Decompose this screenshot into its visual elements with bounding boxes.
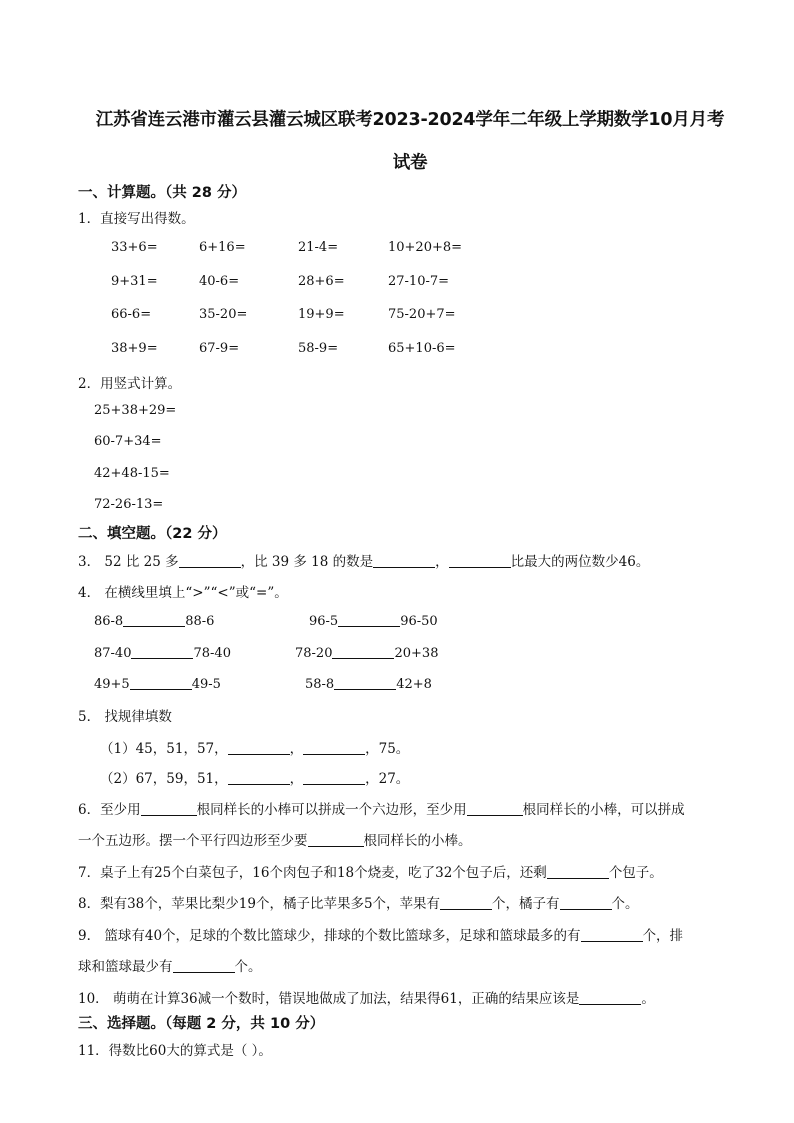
- q5-text: ，27。: [365, 771, 410, 787]
- q5-text: （2）67，59，51，: [100, 771, 228, 787]
- question-10: [78, 987, 655, 1007]
- answer-blank[interactable]: [547, 864, 609, 879]
- q2-item: 60-7+34=: [94, 434, 162, 449]
- q1-item: 10+20+8=: [388, 240, 463, 255]
- section-heading-fill-blank: 二、填空题。（22 分）: [78, 526, 227, 542]
- q8-text: 个，橘子有: [492, 896, 560, 912]
- q3-text: 3． 52 比 25 多: [78, 554, 179, 570]
- exam-title-line1: 江苏省连云港市灌云县灌云城区联考2023-2024学年二年级上学期数学10月月考: [95, 110, 725, 130]
- q4-compare: [94, 644, 231, 661]
- answer-blank[interactable]: [228, 770, 290, 785]
- question-2-label: 2．用竖式计算。: [78, 376, 182, 392]
- q4-expr: 96-5: [309, 614, 339, 629]
- q10-text: 10． 萌萌在计算36减一个数时，错误地做成了加法，结果得61，正确的结果应该是: [78, 991, 580, 1007]
- q1-item: 21-4=: [298, 240, 339, 255]
- q4-expr: 49-5: [191, 677, 221, 692]
- q4-compare: [295, 644, 438, 661]
- q1-item: 28+6=: [298, 274, 345, 289]
- q1-item: 27-10-7=: [388, 274, 450, 289]
- q1-item: 19+9=: [298, 307, 345, 322]
- q2-item: 42+48-15=: [94, 466, 170, 481]
- q3-text: 比最大的两位数少46。: [510, 554, 650, 570]
- q3-text: ，: [435, 554, 449, 570]
- question-7: [78, 861, 663, 881]
- q4-expr: 96-50: [400, 614, 438, 629]
- q9-text: 9． 篮球有40个，足球的个数比篮球少，排球的个数比篮球多，足球和篮球最多的有: [78, 928, 581, 944]
- answer-blank[interactable]: [373, 553, 435, 568]
- answer-blank[interactable]: [579, 990, 641, 1005]
- q8-text: 个。: [611, 896, 639, 912]
- q4-compare: [94, 675, 221, 692]
- answer-blank[interactable]: [440, 895, 492, 910]
- q1-item: 40-6=: [199, 274, 240, 289]
- question-9-line2: [78, 955, 262, 975]
- q4-expr: 20+38: [394, 646, 439, 661]
- question-4-label: 4． 在横线里填上“>”“<”或“=”。: [78, 585, 288, 601]
- answer-blank[interactable]: [303, 740, 365, 755]
- question-5-label: 5． 找规律填数: [78, 709, 172, 725]
- section-heading-calculation: 一、计算题。（共 28 分）: [78, 185, 247, 201]
- q6-text: 一个五边形。摆一个平行四边形至少要: [78, 833, 308, 849]
- q1-item: 38+9=: [111, 341, 158, 356]
- q4-compare: [309, 612, 438, 629]
- section-heading-choice: 三、选择题。（每题 2 分，共 10 分）: [78, 1016, 325, 1032]
- q1-item: 35-20=: [199, 307, 248, 322]
- q1-item: 58-9=: [298, 341, 339, 356]
- answer-blank[interactable]: [123, 612, 185, 627]
- q10-text: 。: [641, 991, 655, 1007]
- answer-blank[interactable]: [228, 740, 290, 755]
- answer-blank[interactable]: [308, 832, 364, 847]
- q5-text: ，75。: [365, 741, 410, 757]
- q1-item: 66-6=: [111, 307, 152, 322]
- q4-expr: 78-20: [295, 646, 333, 661]
- q9-text: 个，排: [642, 928, 684, 944]
- answer-blank[interactable]: [581, 927, 643, 942]
- q1-item: 6+16=: [199, 240, 246, 255]
- question-3: [78, 550, 649, 570]
- answer-blank[interactable]: [173, 958, 235, 973]
- q4-compare: [94, 612, 214, 629]
- q5-text: ，: [289, 771, 304, 787]
- q4-expr: 78-40: [193, 646, 231, 661]
- question-6-line1: [78, 798, 685, 818]
- q2-item: 72-26-13=: [94, 497, 164, 512]
- q8-text: 8．梨有38个，苹果比梨少19个，橘子比苹果多5个，苹果有: [78, 896, 441, 912]
- answer-blank[interactable]: [449, 553, 511, 568]
- answer-blank[interactable]: [130, 675, 192, 690]
- q6-text: 6．至少用: [78, 802, 141, 818]
- q7-text: 7．桌子上有25个白菜包子，16个肉包子和18个烧麦，吃了32个包子后，还剩: [78, 865, 547, 881]
- q7-text: 个包子。: [608, 865, 663, 881]
- q9-text: 球和篮球最少有: [78, 959, 173, 975]
- q1-item: 65+10-6=: [388, 341, 456, 356]
- q4-expr: 49+5: [94, 677, 130, 692]
- q6-text: 根同样长的小棒。: [363, 833, 472, 849]
- q5-sequence-1: [100, 737, 409, 757]
- q1-item: 9+31=: [111, 274, 158, 289]
- answer-blank[interactable]: [467, 801, 523, 816]
- question-6-line2: [78, 829, 472, 849]
- q1-item: 67-9=: [199, 341, 240, 356]
- q5-text: （1）45，51，57，: [100, 741, 228, 757]
- q3-text: ，比 39 多 18 的数是: [240, 554, 374, 570]
- q1-item: 33+6=: [111, 240, 158, 255]
- answer-blank[interactable]: [332, 644, 394, 659]
- answer-blank[interactable]: [179, 553, 241, 568]
- question-1-label: 1．直接写出得数。: [78, 211, 195, 227]
- question-11: 11．得数比60大的算式是（ ）。: [78, 1043, 272, 1059]
- answer-blank[interactable]: [338, 612, 400, 627]
- q4-compare: [305, 675, 432, 692]
- answer-blank[interactable]: [303, 770, 365, 785]
- question-8: [78, 892, 639, 912]
- q5-text: ，: [289, 741, 304, 757]
- answer-blank[interactable]: [141, 801, 197, 816]
- q1-item: 75-20+7=: [388, 307, 456, 322]
- answer-blank[interactable]: [334, 675, 396, 690]
- answer-blank[interactable]: [131, 644, 193, 659]
- q9-text: 个。: [234, 959, 262, 975]
- q6-text: 根同样长的小棒可以拼成一个六边形，至少用: [196, 802, 467, 818]
- exam-title-line2: 试卷: [392, 153, 428, 173]
- answer-blank[interactable]: [560, 895, 612, 910]
- q4-expr: 86-8: [94, 614, 124, 629]
- question-9-line1: [78, 924, 683, 944]
- q5-sequence-2: [100, 767, 409, 787]
- q4-expr: 42+8: [396, 677, 432, 692]
- q6-text: 根同样长的小棒，可以拼成: [522, 802, 685, 818]
- q4-expr: 58-8: [305, 677, 335, 692]
- q2-item: 25+38+29=: [94, 403, 177, 418]
- q4-expr: 87-40: [94, 646, 132, 661]
- q4-expr: 88-6: [185, 614, 215, 629]
